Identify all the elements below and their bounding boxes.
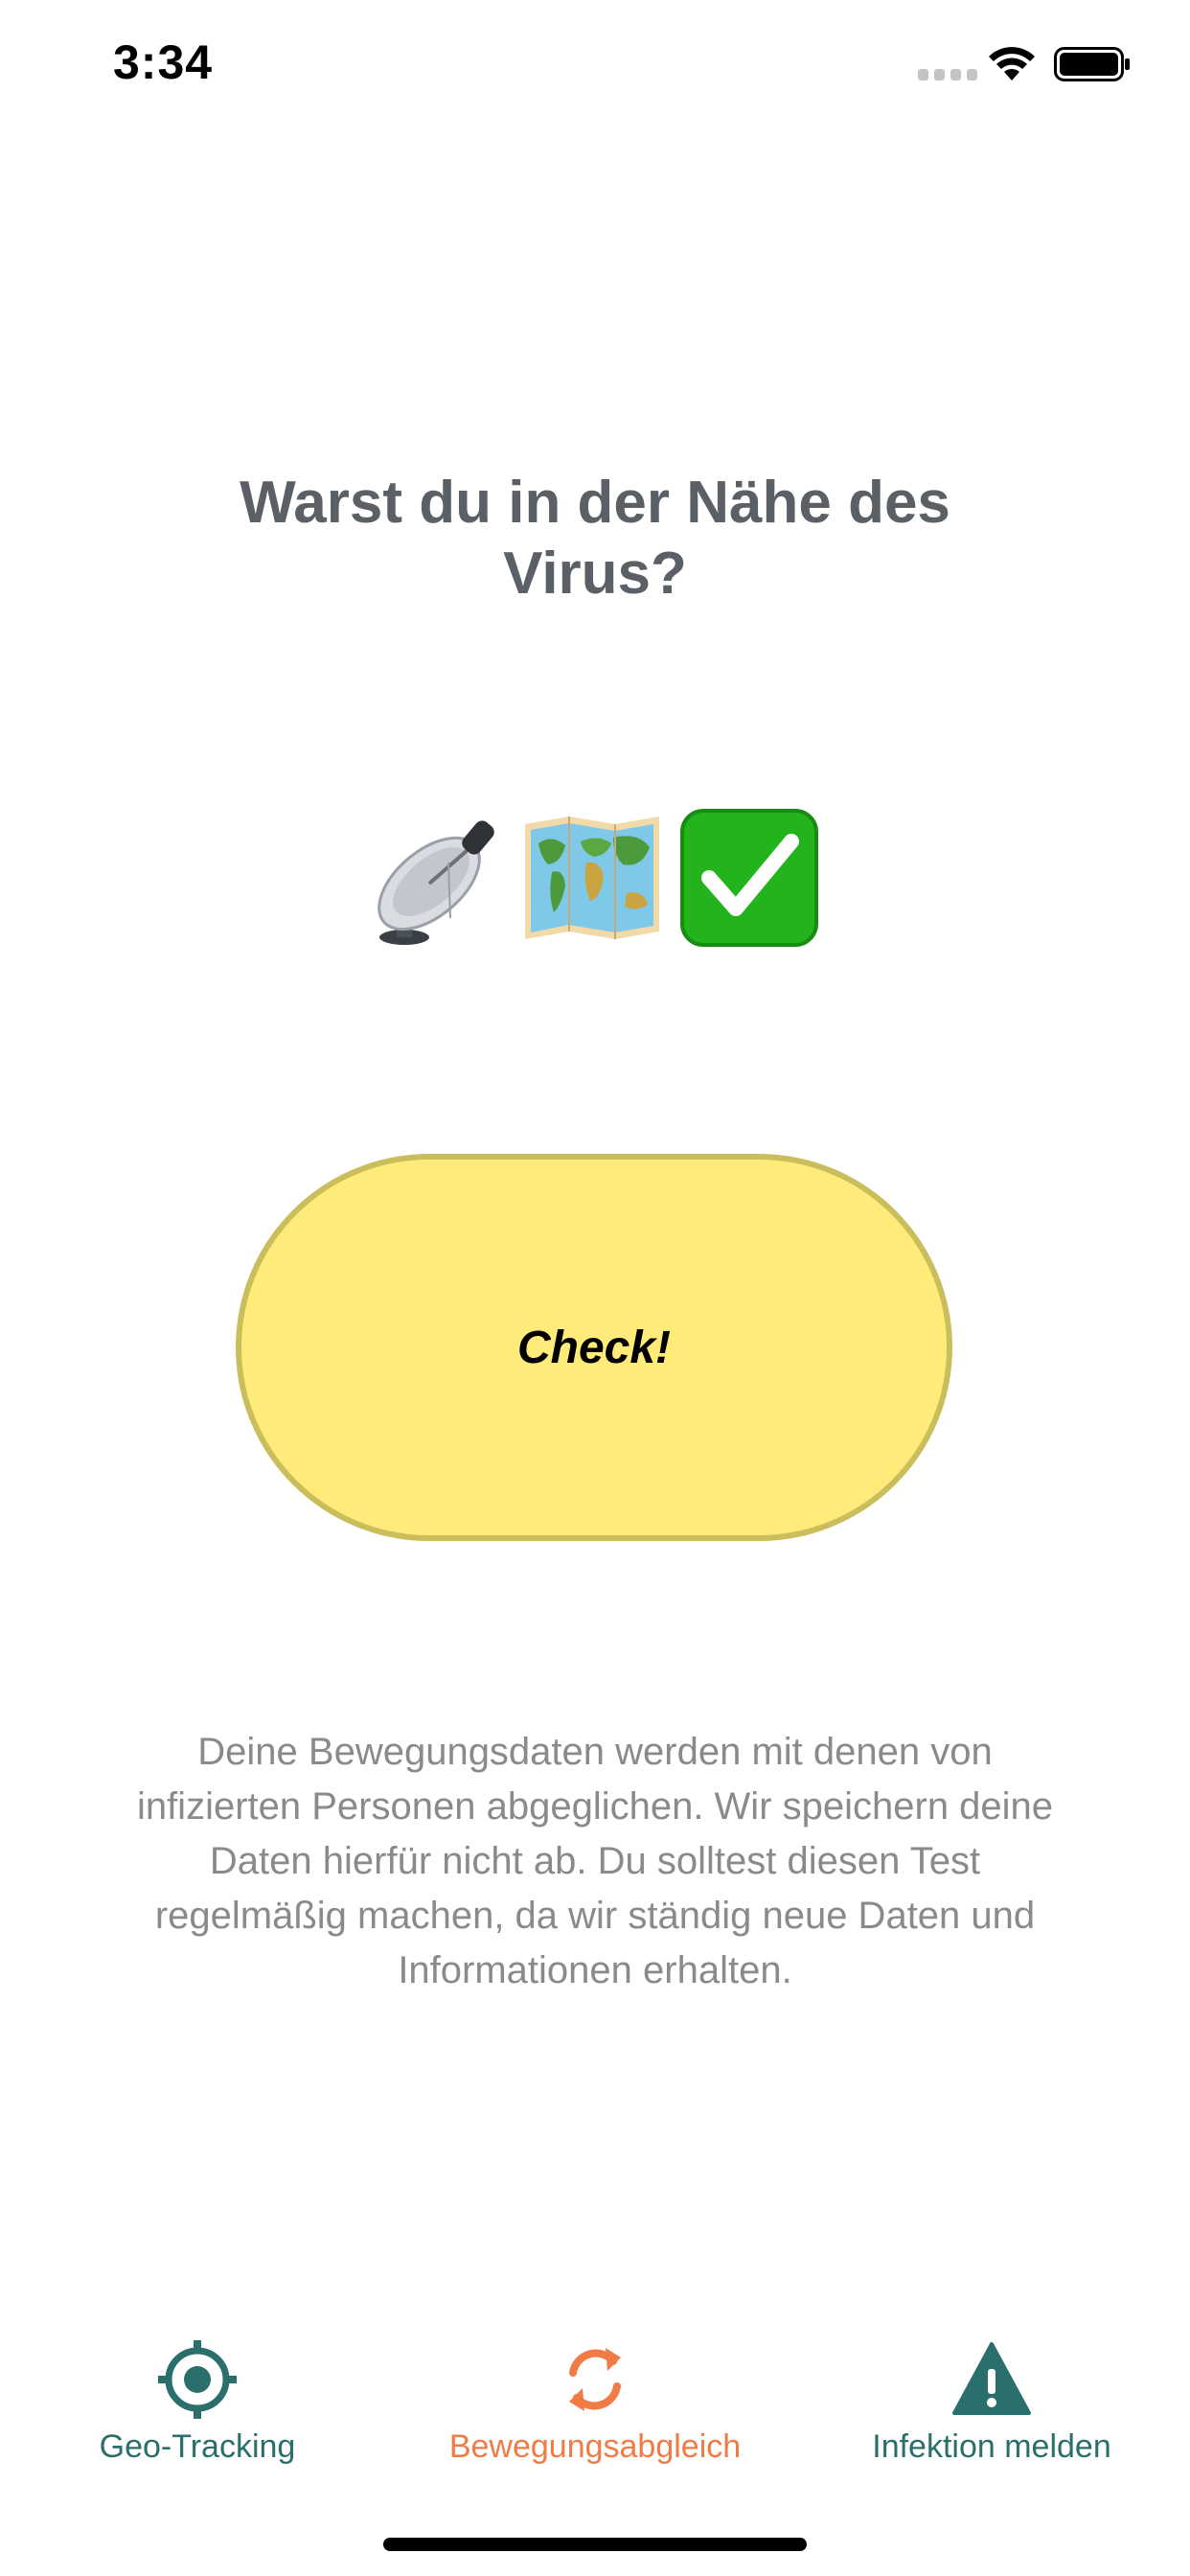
tab-bewegungsabgleich[interactable] [412, 2338, 778, 2482]
tab-geo-tracking[interactable] [63, 2338, 332, 2482]
target-icon [156, 2338, 239, 2421]
tab-bewegungsabgleich-label: Bewegungsabgleich [448, 2428, 742, 2465]
check-mark-button-icon [676, 805, 822, 951]
page-title: Warst du in der Nähe des Virus? [240, 470, 950, 607]
status-bar [0, 0, 1190, 134]
tab-infektion-melden[interactable] [843, 2338, 1140, 2482]
wifi-icon [987, 44, 1037, 82]
home-indicator[interactable] [383, 2538, 807, 2551]
world-map-icon [519, 805, 665, 951]
battery-icon [1054, 47, 1131, 81]
emoji-row [362, 805, 826, 958]
status-time: 3:34 [113, 35, 214, 89]
check-button-label: Check! [516, 1322, 672, 1373]
tab-geo-tracking-label: Geo-Tracking [99, 2428, 296, 2465]
warning-icon [950, 2338, 1033, 2421]
cellular-signal-icon [918, 69, 977, 82]
check-button[interactable] [236, 1154, 952, 1541]
tab-infektion-melden-label: Infektion melden [872, 2428, 1111, 2465]
description-text: Deine Bewegungsdaten werden mit denen von infizierten Personen abgeglichen. Wir speichern deine Daten hierfür nicht ab. Du solltest diesen Test regelmäßig machen, da wir ständig neue Daten und Informationen erhalten. [136, 1731, 1054, 1991]
satellite-antenna-icon [362, 805, 508, 951]
sync-icon [554, 2338, 636, 2421]
